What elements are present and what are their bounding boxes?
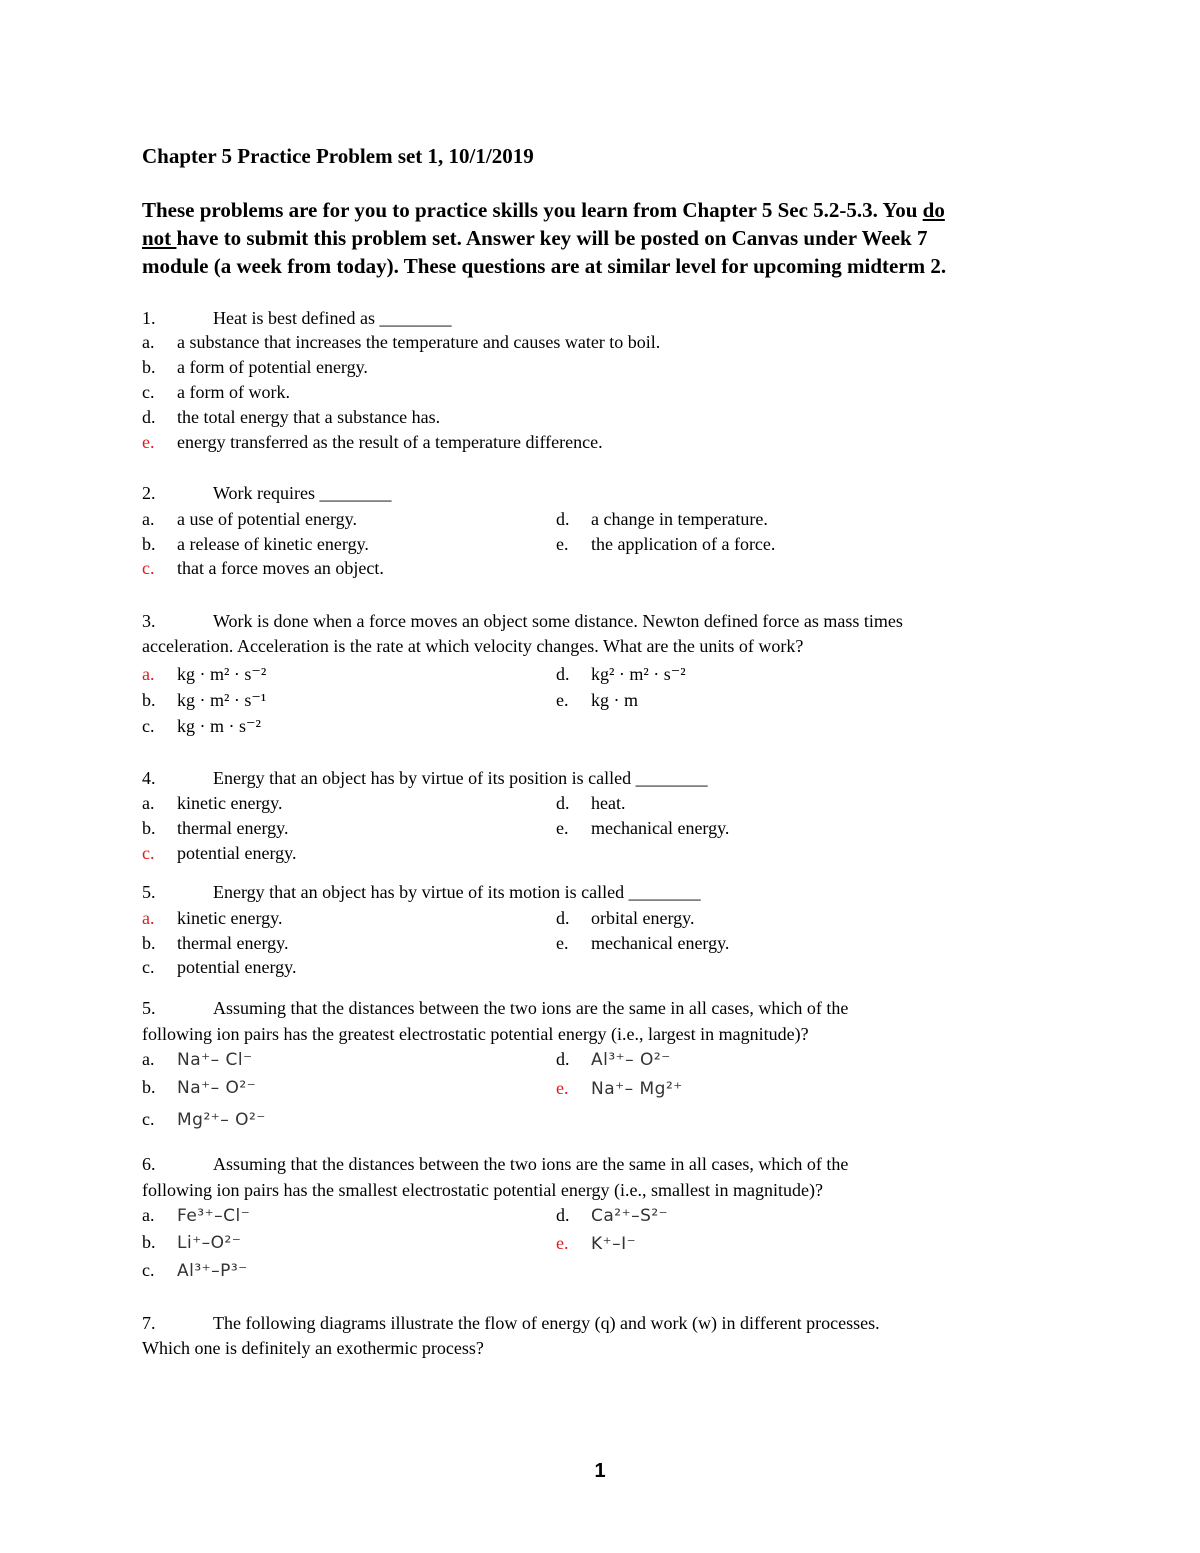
option-text: a substance that increases the temperature and causes water to boil. bbox=[177, 332, 661, 352]
option-letter: d. bbox=[556, 908, 570, 928]
option-text: a form of work. bbox=[177, 382, 290, 402]
page-number: 1 bbox=[594, 1460, 606, 1482]
intro-underline-do: do bbox=[922, 198, 945, 222]
option-1b bbox=[142, 358, 368, 376]
question-text: Energy that an object has by virtue of its motion is called ________ bbox=[213, 882, 701, 902]
option-letter: c. bbox=[142, 382, 155, 402]
option-text: a form of potential energy. bbox=[177, 357, 368, 377]
option-letter: a. bbox=[142, 509, 155, 529]
option-6e bbox=[556, 1234, 636, 1253]
option-text: heat. bbox=[591, 793, 626, 813]
option-5ie bbox=[556, 1079, 683, 1098]
option-letter: a. bbox=[142, 332, 155, 352]
option-4a bbox=[142, 794, 282, 812]
option-ion-pair: K⁺–I⁻ bbox=[591, 1234, 637, 1254]
option-3e bbox=[556, 691, 638, 709]
option-5ia bbox=[142, 1050, 253, 1069]
option-text: mechanical energy. bbox=[591, 818, 730, 838]
option-text: kg² · m² · s⁻² bbox=[591, 664, 686, 684]
option-letter: e. bbox=[556, 534, 569, 554]
intro-line-2 bbox=[142, 228, 927, 249]
option-4c bbox=[142, 844, 296, 862]
option-text: the application of a force. bbox=[591, 534, 776, 554]
question-number: 4. bbox=[142, 768, 156, 788]
question-number: 7. bbox=[142, 1313, 156, 1333]
option-text: a release of kinetic energy. bbox=[177, 534, 369, 554]
question-7 bbox=[142, 1314, 880, 1332]
option-ion-pair: Ca²⁺–S²⁻ bbox=[591, 1206, 669, 1226]
option-letter: a. bbox=[142, 1205, 155, 1225]
question-2 bbox=[142, 484, 392, 502]
intro-line-1 bbox=[142, 200, 945, 221]
option-letter-correct: e. bbox=[142, 432, 155, 452]
question-text: Work is done when a force moves an object some distance. Newton defined force as mass times bbox=[213, 611, 903, 631]
question-3-line-2: acceleration. Acceleration is the rate at which velocity changes. What are the units of work? bbox=[142, 636, 804, 656]
option-1a bbox=[142, 333, 660, 351]
question-text: Energy that an object has by virtue of its position is called ________ bbox=[213, 768, 708, 788]
question-3 bbox=[142, 612, 903, 630]
option-letter: b. bbox=[142, 1077, 156, 1097]
option-3a bbox=[142, 665, 266, 683]
option-letter: b. bbox=[142, 357, 156, 377]
option-letter: d. bbox=[556, 1205, 570, 1225]
option-5a bbox=[142, 909, 282, 927]
option-3b bbox=[142, 691, 266, 709]
option-1c bbox=[142, 383, 290, 401]
option-letter: b. bbox=[142, 818, 156, 838]
option-2b bbox=[142, 535, 369, 553]
option-text: a use of potential energy. bbox=[177, 509, 357, 529]
option-ion-pair: Mg²⁺– O²⁻ bbox=[177, 1110, 266, 1130]
option-letter: e. bbox=[556, 933, 569, 953]
option-text: mechanical energy. bbox=[591, 933, 730, 953]
option-text: that a force moves an object. bbox=[177, 558, 384, 578]
option-ion-pair: Fe³⁺–Cl⁻ bbox=[177, 1206, 251, 1226]
option-letter: b. bbox=[142, 1232, 156, 1252]
option-6a bbox=[142, 1206, 250, 1225]
option-text: orbital energy. bbox=[591, 908, 695, 928]
question-number: 5. bbox=[142, 998, 156, 1018]
option-text: the total energy that a substance has. bbox=[177, 407, 441, 427]
option-text: thermal energy. bbox=[177, 818, 289, 838]
question-number: 2. bbox=[142, 483, 156, 503]
option-5ib bbox=[142, 1078, 256, 1097]
option-5ic bbox=[142, 1110, 266, 1129]
option-ion-pair: Li⁺–O²⁻ bbox=[177, 1233, 242, 1253]
option-letter: d. bbox=[556, 793, 570, 813]
option-ion-pair: Al³⁺– O²⁻ bbox=[591, 1050, 671, 1070]
option-text: kg · m bbox=[591, 690, 638, 710]
option-1e bbox=[142, 433, 603, 451]
option-text: kg · m² · s⁻¹ bbox=[177, 690, 267, 710]
option-5d bbox=[556, 909, 694, 927]
option-letter-correct: a. bbox=[142, 908, 155, 928]
option-4d bbox=[556, 794, 625, 812]
option-letter-correct: a. bbox=[142, 664, 155, 684]
intro-text-2: have to submit this problem set. Answer key will be posted on Canvas under Week 7 bbox=[176, 226, 928, 250]
option-2a bbox=[142, 510, 357, 528]
option-5e bbox=[556, 934, 729, 952]
question-7-line-2: Which one is definitely an exothermic process? bbox=[142, 1338, 484, 1358]
option-letter: c. bbox=[142, 957, 155, 977]
option-text: a change in temperature. bbox=[591, 509, 768, 529]
option-letter: c. bbox=[142, 1260, 155, 1280]
option-letter: a. bbox=[142, 1049, 155, 1069]
intro-line-3: module (a week from today). These questions are at similar level for upcoming midterm 2. bbox=[142, 254, 947, 278]
option-6c bbox=[142, 1261, 248, 1280]
question-number: 1. bbox=[142, 308, 156, 328]
question-4 bbox=[142, 769, 708, 787]
option-4e bbox=[556, 819, 729, 837]
option-ion-pair: Na⁺– O²⁻ bbox=[177, 1078, 257, 1098]
option-text: energy transferred as the result of a temperature difference. bbox=[177, 432, 603, 452]
option-letter: d. bbox=[142, 407, 156, 427]
intro-underline-not: not bbox=[142, 226, 177, 250]
intro-text-1: These problems are for you to practice skills you learn from Chapter 5 Sec 5.2-5.3. You bbox=[142, 198, 923, 222]
question-5-ions-line-2: following ion pairs has the greatest electrostatic potential energy (i.e., largest in magnitude)? bbox=[142, 1024, 809, 1044]
option-2e bbox=[556, 535, 775, 553]
option-letter-correct: c. bbox=[142, 558, 155, 578]
option-text: kinetic energy. bbox=[177, 793, 283, 813]
option-letter: d. bbox=[556, 664, 570, 684]
option-text: kinetic energy. bbox=[177, 908, 283, 928]
option-2c bbox=[142, 559, 384, 577]
option-letter: d. bbox=[556, 509, 570, 529]
option-text: thermal energy. bbox=[177, 933, 289, 953]
question-text: Work requires ________ bbox=[213, 483, 392, 503]
option-6d bbox=[556, 1206, 668, 1225]
option-letter: e. bbox=[556, 818, 569, 838]
option-1d bbox=[142, 408, 440, 426]
option-5id bbox=[556, 1050, 671, 1069]
option-2d bbox=[556, 510, 768, 528]
option-letter: c. bbox=[142, 716, 155, 736]
option-text: kg · m² · s⁻² bbox=[177, 664, 267, 684]
question-number: 3. bbox=[142, 611, 156, 631]
question-text: Heat is best defined as ________ bbox=[213, 308, 452, 328]
question-6-line-2: following ion pairs has the smallest electrostatic potential energy (i.e., smallest in magnitude)? bbox=[142, 1180, 823, 1200]
option-letter: b. bbox=[142, 534, 156, 554]
question-number: 6. bbox=[142, 1154, 156, 1174]
option-text: kg · m · s⁻² bbox=[177, 716, 261, 736]
option-letter-correct: e. bbox=[556, 1233, 569, 1253]
option-6b bbox=[142, 1233, 241, 1252]
question-text: The following diagrams illustrate the flow of energy (q) and work (w) in different processes. bbox=[213, 1313, 880, 1333]
question-5-ions bbox=[142, 999, 848, 1017]
option-3d bbox=[556, 665, 686, 683]
option-text: potential energy. bbox=[177, 843, 297, 863]
option-5c bbox=[142, 958, 296, 976]
option-letter: e. bbox=[556, 690, 569, 710]
option-letter: b. bbox=[142, 690, 156, 710]
option-letter: b. bbox=[142, 933, 156, 953]
question-5 bbox=[142, 883, 701, 901]
question-text: Assuming that the distances between the two ions are the same in all cases, which of the bbox=[213, 1154, 849, 1174]
question-text: Assuming that the distances between the two ions are the same in all cases, which of the bbox=[213, 998, 849, 1018]
option-5b bbox=[142, 934, 288, 952]
option-text: potential energy. bbox=[177, 957, 297, 977]
page-title: Chapter 5 Practice Problem set 1, 10/1/2019 bbox=[142, 144, 534, 168]
option-ion-pair: Al³⁺–P³⁻ bbox=[177, 1261, 248, 1281]
option-letter: a. bbox=[142, 793, 155, 813]
option-letter: d. bbox=[556, 1049, 570, 1069]
option-3c bbox=[142, 717, 261, 735]
option-4b bbox=[142, 819, 288, 837]
option-letter-correct: e. bbox=[556, 1078, 569, 1098]
question-1 bbox=[142, 309, 451, 327]
option-ion-pair: Na⁺– Cl⁻ bbox=[177, 1050, 253, 1070]
question-6 bbox=[142, 1155, 848, 1173]
question-number: 5. bbox=[142, 882, 156, 902]
option-letter: c. bbox=[142, 1109, 155, 1129]
option-letter-correct: c. bbox=[142, 843, 155, 863]
option-ion-pair: Na⁺– Mg²⁺ bbox=[591, 1079, 683, 1099]
